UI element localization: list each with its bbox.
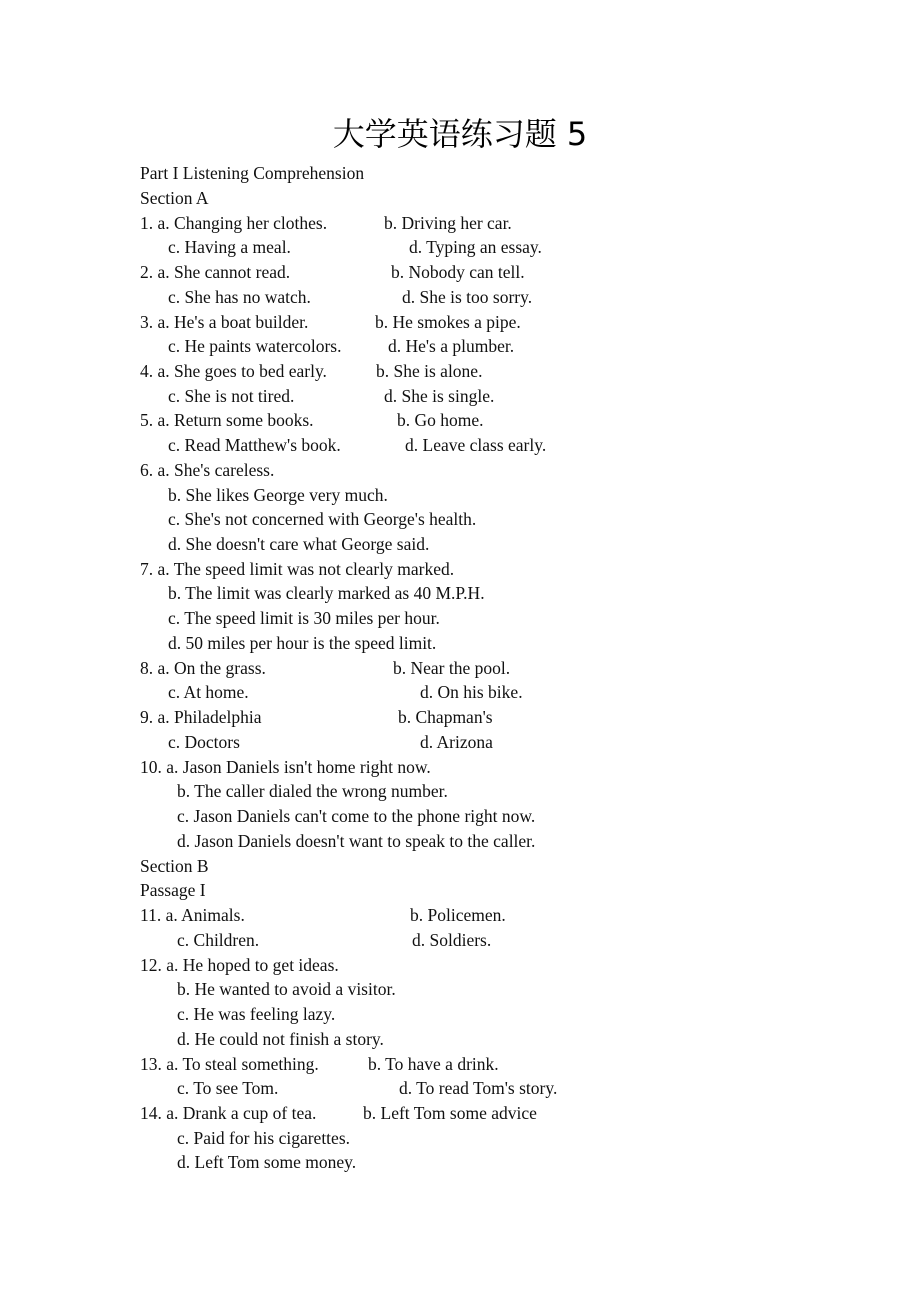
q14-option-c: c. Paid for his cigarettes. [177, 1128, 351, 1148]
q13-option-c: c. To see Tom. [177, 1078, 279, 1098]
q7-option-b: b. The limit was clearly marked as 40 M.P.H. [168, 583, 485, 603]
q10-option-b: b. The caller dialed the wrong number. [177, 781, 448, 801]
q3-option-a: 3. a. He's a boat builder. [140, 312, 309, 332]
q13-option-b: b. To have a drink. [368, 1054, 499, 1074]
q5-option-d: d. Leave class early. [405, 435, 547, 455]
q2-option-d: d. She is too sorry. [402, 287, 533, 307]
q2-option-b: b. Nobody can tell. [391, 262, 525, 282]
q9-option-a: 9. a. Philadelphia [140, 707, 262, 727]
q5-option-a: 5. a. Return some books. [140, 410, 314, 430]
q2-option-a: 2. a. She cannot read. [140, 262, 291, 282]
q12-option-a: 12. a. He hoped to get ideas. [140, 955, 339, 975]
title-text: 大学英语练习题 5 [332, 115, 588, 153]
q8-option-a: 8. a. On the grass. [140, 658, 266, 678]
passage-heading: Passage I [140, 880, 206, 900]
q4-option-c: c. She is not tired. [168, 386, 295, 406]
q6-option-c: c. She's not concerned with George's health. [168, 509, 477, 529]
q7-option-c: c. The speed limit is 30 miles per hour. [168, 608, 440, 628]
q8-option-d: d. On his bike. [420, 682, 523, 702]
q5-option-c: c. Read Matthew's book. [168, 435, 341, 455]
section-b-heading: Section B [140, 856, 209, 876]
q14-option-b: b. Left Tom some advice [363, 1103, 537, 1123]
q10-option-c: c. Jason Daniels can't come to the phone right now. [177, 806, 536, 826]
q7-option-d: d. 50 miles per hour is the speed limit. [168, 633, 437, 653]
q10-option-d: d. Jason Daniels doesn't want to speak to the caller. [177, 831, 536, 851]
q14-option-d: d. Left Tom some money. [177, 1152, 357, 1172]
q11-option-d: d. Soldiers. [412, 930, 492, 950]
q9-option-c: c. Doctors [168, 732, 240, 752]
q5-option-b: b. Go home. [397, 410, 484, 430]
q12-option-b: b. He wanted to avoid a visitor. [177, 979, 396, 999]
q8-option-b: b. Near the pool. [393, 658, 511, 678]
q12-option-c: c. He was feeling lazy. [177, 1004, 336, 1024]
page-title [0, 114, 920, 154]
q9-option-d: d. Arizona [420, 732, 493, 752]
q2-option-c: c. She has no watch. [168, 287, 311, 307]
q13-option-a: 13. a. To steal something. [140, 1054, 319, 1074]
q7-option-a: 7. a. The speed limit was not clearly marked. [140, 559, 455, 579]
q4-option-b: b. She is alone. [376, 361, 483, 381]
q11-option-a: 11. a. Animals. [140, 905, 245, 925]
q13-option-d: d. To read Tom's story. [399, 1078, 558, 1098]
q1-option-d: d. Typing an essay. [409, 237, 542, 257]
q1-option-a: 1. a. Changing her clothes. [140, 213, 328, 233]
q3-option-b: b. He smokes a pipe. [375, 312, 521, 332]
section-a-heading: Section A [140, 188, 209, 208]
q11-option-b: b. Policemen. [410, 905, 506, 925]
q3-option-c: c. He paints watercolors. [168, 336, 342, 356]
q10-option-a: 10. a. Jason Daniels isn't home right now. [140, 757, 431, 777]
part-heading: Part I Listening Comprehension [140, 163, 365, 183]
q8-option-c: c. At home. [168, 682, 249, 702]
q14-option-a: 14. a. Drank a cup of tea. [140, 1103, 317, 1123]
q11-option-c: c. Children. [177, 930, 260, 950]
q9-option-b: b. Chapman's [398, 707, 493, 727]
q12-option-d: d. He could not finish a story. [177, 1029, 384, 1049]
q6-option-a: 6. a. She's careless. [140, 460, 275, 480]
q3-option-d: d. He's a plumber. [388, 336, 515, 356]
q4-option-a: 4. a. She goes to bed early. [140, 361, 327, 381]
q6-option-b: b. She likes George very much. [168, 485, 388, 505]
q1-option-c: c. Having a meal. [168, 237, 291, 257]
q1-option-b: b. Driving her car. [384, 213, 512, 233]
q6-option-d: d. She doesn't care what George said. [168, 534, 430, 554]
q4-option-d: d. She is single. [384, 386, 495, 406]
